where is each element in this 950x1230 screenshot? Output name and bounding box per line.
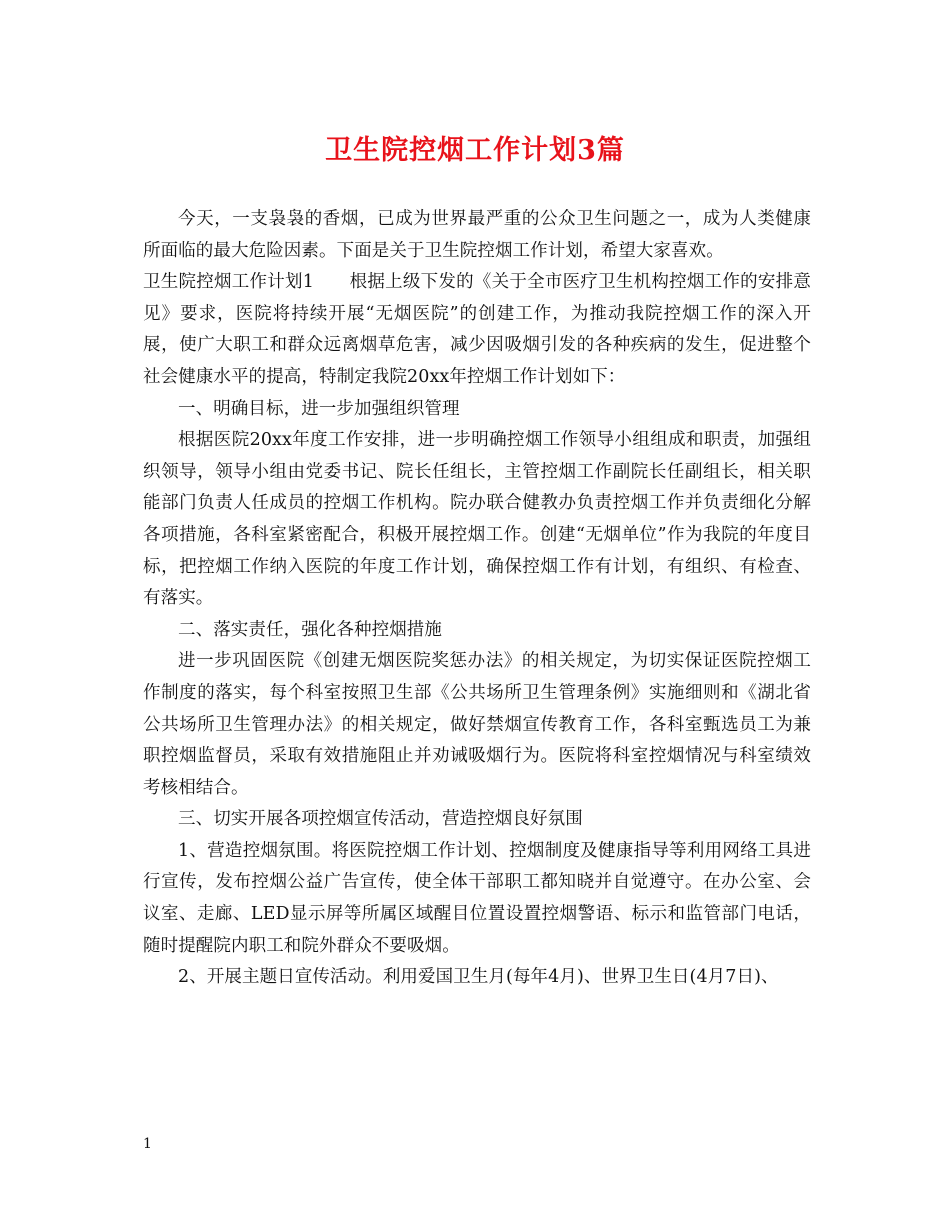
document-body <box>143 204 811 994</box>
paragraph-section-1: 根据医院20xx年度工作安排，进一步明确控烟工作领导小组组成和职责，加强组织领导，领导小组由党委书记、院长任组长，主管控烟工作副院长任副组长，相关职能部门负责人任成员的控烟工作机构。院办联合健教办负责控烟工作并负责细化分解各项措施，各科室紧密配合，积极开展控烟工作。创建“无烟单位”作为我院的年度目标，把控烟工作纳入医院的年度工作计划，确保控烟工作有计划，有组织、有检查、有落实。 <box>143 430 811 609</box>
section-heading-1: 一、明确目标，进一步加强组织管理 <box>178 398 460 419</box>
section-heading-2: 二、落实责任，强化各种控烟措施 <box>178 619 442 640</box>
paragraph-plan-1: 卫生院控烟工作计划1 根据上级下发的《关于全市医疗卫生机构控烟工作的安排意见》要求，医院将持续开展“无烟医院”的创建工作，为推动我院控烟工作的深入开展，使广大职工和群众远离烟草危害，减少因吸烟引发的各种疾病的发生，促进整个社会健康水平的提高，特制定我院20xx年控烟工作计划如下： <box>143 272 811 387</box>
paragraph-item-2: 2、开展主题日宣传活动。利用爱国卫生月(每年4月)、世界卫生日(4月7日)、 <box>178 967 779 988</box>
paragraph-item-1: 1、营造控烟氛围。将医院控烟工作计划、控烟制度及健康指导等利用网络工具进行宣传，发布控烟公益广告宣传，使全体干部职工都知晓并自觉遵守。在办公室、会议室、走廊、LED显示屏等所属区域醒目位置设置控烟警语、标示和监管部门电话，随时提醒院内职工和院外群众不要吸烟。 <box>143 840 811 956</box>
paragraph-section-2: 进一步巩固医院《创建无烟医院奖惩办法》的相关规定，为切实保证医院控烟工作制度的落实，每个科室按照卫生部《公共场所卫生管理条例》实施细则和《湖北省公共场所卫生管理办法》的相关规定，做好禁烟宣传教育工作，各科室甄选员工为兼职控烟监督员，采取有效措施阻止并劝诫吸烟行为。医院将科室控烟情况与科室绩效考核相结合。 <box>143 651 811 798</box>
page-number: 1 <box>143 1136 152 1152</box>
section-heading-3: 三、切实开展各项控烟宣传活动，营造控烟良好氛围 <box>178 809 583 830</box>
document-title: 卫生院控烟工作计划3篇 <box>325 135 625 166</box>
paragraph-intro: 今天，一支袅袅的香烟，已成为世界最严重的公众卫生问题之一，成为人类健康所面临的最大危险因素。下面是关于卫生院控烟工作计划，希望大家喜欢。 <box>143 209 811 261</box>
